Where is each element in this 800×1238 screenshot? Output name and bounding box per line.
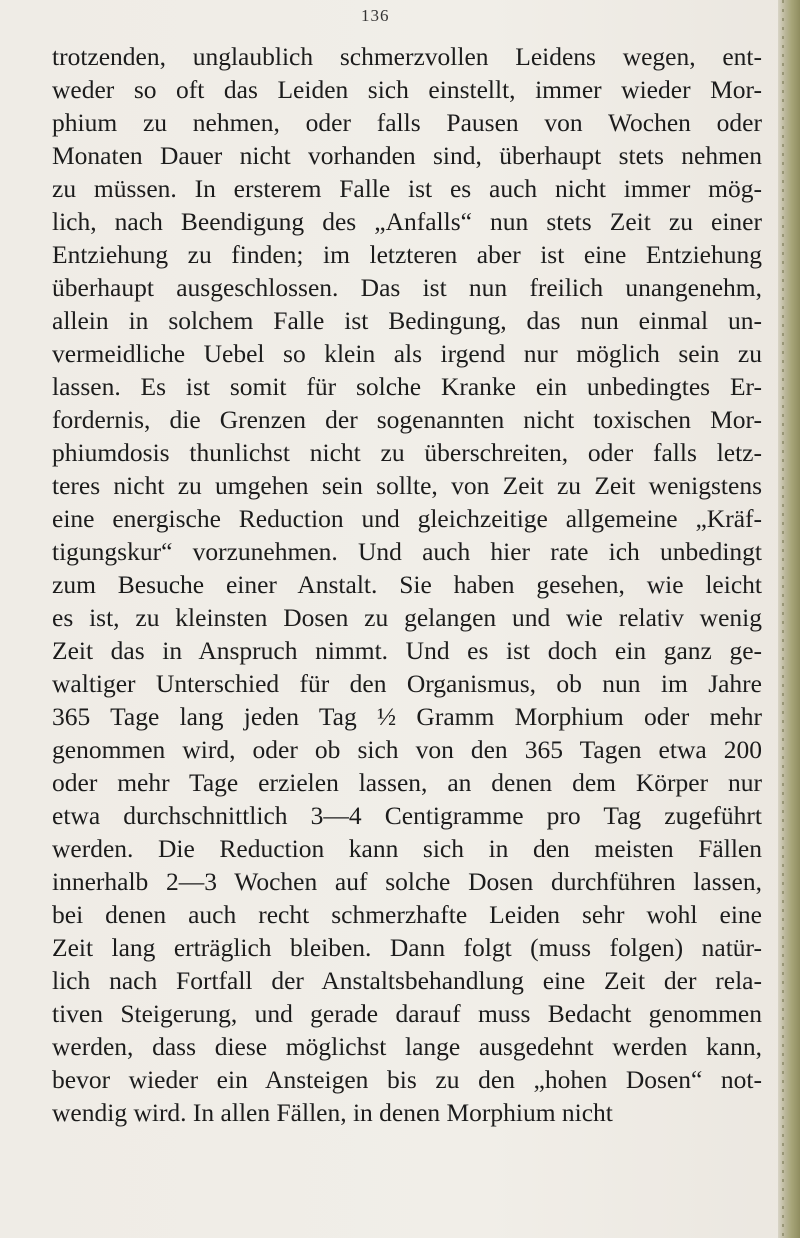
text-line: waltiger Unterschied für den Organismus, ob nun im Jahre bbox=[52, 669, 762, 698]
text-line: phium zu nehmen, oder falls Pausen von Wochen oder bbox=[52, 108, 762, 137]
page-number: 136 bbox=[361, 6, 390, 25]
text-line: Zeit lang erträglich bleiben. Dann folgt (muss folgen) natür- bbox=[52, 933, 762, 962]
text-line: vermeidliche Uebel so klein als irgend nur möglich sein zu bbox=[52, 339, 762, 368]
text-line: zum Besuche einer Anstalt. Sie haben gesehen, wie leicht bbox=[52, 570, 762, 599]
text-line: Entziehung zu finden; im letzteren aber ist eine Entziehung bbox=[52, 240, 762, 269]
text-line: lassen. Es ist somit für solche Kranke ein unbedingtes Er- bbox=[52, 372, 762, 401]
text-line: eine energische Reduction und gleichzeitige allgemeine „Kräf- bbox=[52, 504, 762, 533]
text-line: trotzenden, unglaublich schmerzvollen Leidens wegen, ent- bbox=[52, 42, 762, 71]
text-line: es ist, zu kleinsten Dosen zu gelangen und wie relativ wenig bbox=[52, 603, 762, 632]
text-line: oder mehr Tage erzielen lassen, an denen dem Körper nur bbox=[52, 768, 762, 797]
text-line: etwa durchschnittlich 3—4 Centigramme pro Tag zugeführt bbox=[52, 801, 762, 830]
body-text bbox=[52, 40, 762, 1129]
text-line: überhaupt ausgeschlossen. Das ist nun freilich unangenehm, bbox=[52, 273, 762, 302]
text-line: bei denen auch recht schmerzhafte Leiden sehr wohl eine bbox=[52, 900, 762, 929]
text-line: zu müssen. In ersterem Falle ist es auch nicht immer mög- bbox=[52, 174, 762, 203]
text-line: tigungskur“ vorzunehmen. Und auch hier rate ich unbedingt bbox=[52, 537, 762, 566]
text-line: phiumdosis thunlichst nicht zu überschreiten, oder falls letz- bbox=[52, 438, 762, 467]
text-line: genommen wird, oder ob sich von den 365 Tagen etwa 200 bbox=[52, 735, 762, 764]
text-line: weder so oft das Leiden sich einstellt, immer wieder Mor- bbox=[52, 75, 762, 104]
text-line: Monaten Dauer nicht vorhanden sind, überhaupt stets nehmen bbox=[52, 141, 762, 170]
text-line: werden. Die Reduction kann sich in den meisten Fällen bbox=[52, 834, 762, 863]
text-line: werden, dass diese möglichst lange ausgedehnt werden kann, bbox=[52, 1032, 762, 1061]
text-line: lich, nach Beendigung des „Anfalls“ nun stets Zeit zu einer bbox=[52, 207, 762, 236]
text-line: innerhalb 2—3 Wochen auf solche Dosen durchführen lassen, bbox=[52, 867, 762, 896]
text-line: fordernis, die Grenzen der sogenannten nicht toxischen Mor- bbox=[52, 405, 762, 434]
text-line: 365 Tage lang jeden Tag ½ Gramm Morphium oder mehr bbox=[52, 702, 762, 731]
text-line: bevor wieder ein Ansteigen bis zu den „hohen Dosen“ not- bbox=[52, 1065, 762, 1094]
page-edge-binding bbox=[778, 0, 800, 1238]
text-line: tiven Steigerung, und gerade darauf muss Bedacht genommen bbox=[52, 999, 762, 1028]
text-line: wendig wird. In allen Fällen, in denen Morphium nicht bbox=[52, 1098, 613, 1127]
text-line: teres nicht zu umgehen sein sollte, von Zeit zu Zeit wenigstens bbox=[52, 471, 762, 500]
text-line: Zeit das in Anspruch nimmt. Und es ist doch ein ganz ge- bbox=[52, 636, 762, 665]
text-line: allein in solchem Falle ist Bedingung, das nun einmal un- bbox=[52, 306, 762, 335]
text-line: lich nach Fortfall der Anstaltsbehandlung eine Zeit der rela- bbox=[52, 966, 762, 995]
